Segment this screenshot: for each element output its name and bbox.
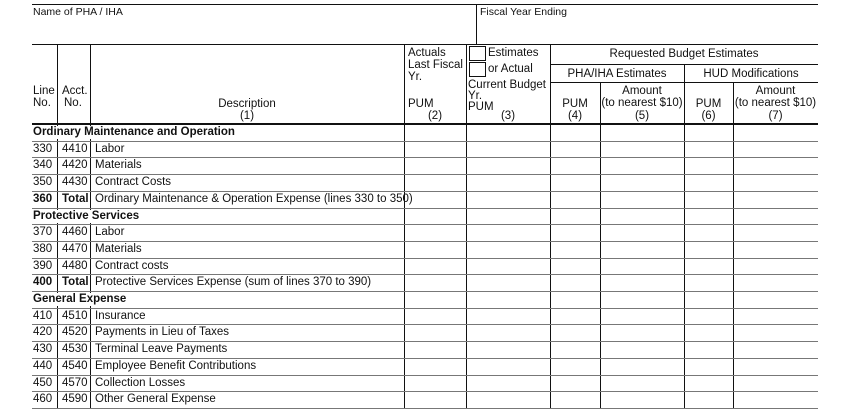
row-rule bbox=[32, 291, 818, 292]
hud-amount-input[interactable] bbox=[734, 142, 817, 157]
account-number: 4510 bbox=[62, 309, 88, 322]
pha-amount-input[interactable] bbox=[601, 392, 683, 407]
hud-amount-input[interactable] bbox=[734, 392, 817, 407]
current-budget-header-1: Current Budget bbox=[468, 79, 546, 91]
hud-amount-input[interactable] bbox=[734, 225, 817, 240]
actuals-col-num: (2) bbox=[427, 110, 443, 122]
acct-header-1: Acct. bbox=[62, 85, 88, 97]
hud-pum-input[interactable] bbox=[685, 225, 732, 240]
or-actual-label: or Actual bbox=[488, 63, 533, 75]
hud-pum-input[interactable] bbox=[685, 275, 732, 290]
line-number: 450 bbox=[33, 376, 53, 389]
pha-amount-input[interactable] bbox=[601, 242, 683, 257]
line-description: Labor bbox=[95, 142, 125, 155]
current-budget-input[interactable] bbox=[467, 376, 549, 391]
account-number: 4410 bbox=[62, 142, 88, 155]
hud-pum-header: PUM bbox=[695, 98, 722, 110]
line-number: 370 bbox=[33, 226, 53, 239]
current-budget-col-num: (3) bbox=[500, 110, 516, 122]
hud-amount-input[interactable] bbox=[734, 376, 817, 391]
pha-amount-input[interactable] bbox=[601, 325, 683, 340]
section-heading: Ordinary Maintenance and Operation bbox=[33, 126, 239, 139]
hud-amount-input[interactable] bbox=[734, 309, 817, 324]
current-budget-input[interactable] bbox=[467, 242, 549, 257]
line-number: 380 bbox=[33, 242, 53, 255]
hud-pum-input[interactable] bbox=[685, 242, 732, 257]
pha-amount-input[interactable] bbox=[601, 275, 683, 290]
pha-pum-input[interactable] bbox=[551, 359, 599, 374]
hud-amount-col-num: (7) bbox=[768, 110, 783, 122]
hud-pum-input[interactable] bbox=[685, 158, 732, 173]
line-description: Ordinary Maintenance & Operation Expense (lines 330 to 350) bbox=[95, 192, 413, 205]
actuals-input[interactable] bbox=[405, 275, 465, 290]
line-number: 400 bbox=[33, 276, 53, 289]
line-description: Protective Services Expense (sum of lines 370 to 390) bbox=[95, 276, 372, 289]
line-description: Collection Losses bbox=[95, 376, 186, 389]
pha-name-label: Name of PHA / IHA bbox=[33, 6, 123, 18]
pha-pum-input[interactable] bbox=[551, 325, 599, 340]
current-budget-header-2: Yr. bbox=[468, 90, 483, 102]
hud-amount-input[interactable] bbox=[734, 325, 817, 340]
hud-amount-input[interactable] bbox=[734, 192, 817, 207]
header-bottom-rule bbox=[32, 123, 818, 125]
account-number: 4570 bbox=[62, 376, 88, 389]
account-number: Total bbox=[62, 192, 89, 205]
line-description: Contract costs bbox=[95, 259, 169, 272]
current-budget-input[interactable] bbox=[467, 275, 549, 290]
pha-pum-input[interactable] bbox=[551, 225, 599, 240]
pha-pum-input[interactable] bbox=[551, 192, 599, 207]
pha-pum-input[interactable] bbox=[551, 376, 599, 391]
estimates-checkbox[interactable] bbox=[469, 46, 486, 61]
hud-pum-input[interactable] bbox=[685, 359, 732, 374]
current-budget-input[interactable] bbox=[467, 259, 549, 274]
hud-amount-header-1: Amount bbox=[755, 85, 796, 97]
hud-pum-input[interactable] bbox=[685, 376, 732, 391]
hud-pum-col-num: (6) bbox=[701, 110, 716, 122]
line-header-1: Line bbox=[33, 85, 55, 97]
pha-estimates-header: PHA/IHA Estimates bbox=[567, 68, 667, 80]
line-number: 410 bbox=[33, 309, 53, 322]
header-divider bbox=[476, 4, 477, 44]
hud-pum-input[interactable] bbox=[685, 142, 732, 157]
hud-pum-input[interactable] bbox=[685, 175, 732, 190]
requested-budget-header: Requested Budget Estimates bbox=[609, 48, 759, 60]
hud-modifications-header: HUD Modifications bbox=[703, 68, 799, 80]
line-number: 440 bbox=[33, 359, 53, 372]
hud-pum-input[interactable] bbox=[685, 259, 732, 274]
pha-amount-input[interactable] bbox=[601, 175, 683, 190]
pha-pum-input[interactable] bbox=[551, 142, 599, 157]
pha-pum-input[interactable] bbox=[551, 175, 599, 190]
pha-pum-col-num: (4) bbox=[567, 110, 583, 122]
account-number: 4420 bbox=[62, 159, 88, 172]
pha-pum-input[interactable] bbox=[551, 342, 599, 357]
name-field-rule bbox=[32, 44, 818, 45]
or-actual-checkbox[interactable] bbox=[469, 62, 486, 77]
pha-amount-input[interactable] bbox=[601, 376, 683, 391]
requested-rule bbox=[550, 64, 818, 65]
line-number: 330 bbox=[33, 142, 53, 155]
current-budget-pum: PUM bbox=[468, 101, 494, 113]
actuals-input[interactable] bbox=[405, 259, 465, 274]
hud-amount-input[interactable] bbox=[734, 158, 817, 173]
account-number: 4430 bbox=[62, 176, 88, 189]
current-budget-input[interactable] bbox=[467, 175, 549, 190]
line-description: Insurance bbox=[95, 309, 146, 322]
pha-amount-col-num: (5) bbox=[634, 110, 650, 122]
fiscal-year-field[interactable] bbox=[478, 20, 816, 42]
actuals-header-2: Last Fiscal bbox=[408, 59, 463, 71]
pha-amount-input[interactable] bbox=[601, 142, 683, 157]
actuals-input[interactable] bbox=[405, 309, 465, 324]
actuals-input[interactable] bbox=[405, 225, 465, 240]
hud-pum-input[interactable] bbox=[685, 342, 732, 357]
hud-pum-input[interactable] bbox=[685, 325, 732, 340]
actuals-pum: PUM bbox=[408, 98, 434, 110]
actuals-header-3: Yr. bbox=[408, 71, 423, 83]
hud-amount-input[interactable] bbox=[734, 175, 817, 190]
pha-pum-input[interactable] bbox=[551, 309, 599, 324]
row-rule bbox=[32, 208, 818, 209]
line-number: 340 bbox=[33, 159, 53, 172]
hud-amount-input[interactable] bbox=[734, 359, 817, 374]
account-number: 4520 bbox=[62, 326, 88, 339]
line-number: 360 bbox=[33, 192, 53, 205]
line-description: Labor bbox=[95, 226, 125, 239]
hud-amount-input[interactable] bbox=[734, 342, 817, 357]
hud-pum-input[interactable] bbox=[685, 392, 732, 407]
current-budget-input[interactable] bbox=[467, 192, 549, 207]
actuals-input[interactable] bbox=[405, 192, 465, 207]
account-number: 4540 bbox=[62, 359, 88, 372]
pha-pum-input[interactable] bbox=[551, 392, 599, 407]
pha-hud-rule bbox=[550, 82, 818, 83]
pha-pum-input[interactable] bbox=[551, 242, 599, 257]
pha-pum-input[interactable] bbox=[551, 259, 599, 274]
line-description: Payments in Lieu of Taxes bbox=[95, 326, 230, 339]
line-header-2: No. bbox=[33, 97, 51, 109]
estimates-label: Estimates bbox=[488, 47, 539, 59]
actuals-input[interactable] bbox=[405, 376, 465, 391]
current-budget-input[interactable] bbox=[467, 225, 549, 240]
actuals-input[interactable] bbox=[405, 359, 465, 374]
line-description: Materials bbox=[95, 242, 142, 255]
pha-pum-header: PUM bbox=[562, 98, 588, 110]
account-number: 4530 bbox=[62, 343, 88, 356]
current-budget-input[interactable] bbox=[467, 325, 549, 340]
line-description: Other General Expense bbox=[95, 393, 216, 406]
line-description: Employee Benefit Contributions bbox=[95, 359, 257, 372]
account-number: Total bbox=[62, 276, 89, 289]
line-number: 420 bbox=[33, 326, 53, 339]
pha-amount-input[interactable] bbox=[601, 158, 683, 173]
line-description: Terminal Leave Payments bbox=[95, 343, 228, 356]
current-budget-input[interactable] bbox=[467, 392, 549, 407]
col-sep-line bbox=[57, 44, 58, 408]
actuals-input[interactable] bbox=[405, 242, 465, 257]
pha-amount-input[interactable] bbox=[601, 192, 683, 207]
current-budget-input[interactable] bbox=[467, 142, 549, 157]
actuals-input[interactable] bbox=[405, 175, 465, 190]
actuals-input[interactable] bbox=[405, 158, 465, 173]
account-number: 4480 bbox=[62, 259, 88, 272]
hud-pum-input[interactable] bbox=[685, 309, 732, 324]
hud-amount-header-2: (to nearest $10) bbox=[734, 97, 817, 109]
line-description: Contract Costs bbox=[95, 176, 172, 189]
current-budget-input[interactable] bbox=[467, 158, 549, 173]
pha-amount-input[interactable] bbox=[601, 259, 683, 274]
line-number: 430 bbox=[33, 343, 53, 356]
line-number: 350 bbox=[33, 176, 53, 189]
section-heading: Protective Services bbox=[33, 210, 143, 223]
description-col-num: (1) bbox=[239, 110, 255, 122]
pha-amount-header-1: Amount bbox=[622, 85, 662, 97]
line-number: 390 bbox=[33, 259, 53, 272]
pha-pum-input[interactable] bbox=[551, 275, 599, 290]
acct-header-2: No. bbox=[64, 97, 82, 109]
hud-amount-input[interactable] bbox=[734, 242, 817, 257]
current-budget-input[interactable] bbox=[467, 309, 549, 324]
account-number: 4460 bbox=[62, 226, 88, 239]
pha-pum-input[interactable] bbox=[551, 158, 599, 173]
actuals-header-1: Actuals bbox=[408, 47, 446, 59]
current-budget-input[interactable] bbox=[467, 342, 549, 357]
current-budget-input[interactable] bbox=[467, 359, 549, 374]
pha-amount-input[interactable] bbox=[601, 225, 683, 240]
pha-amount-input[interactable] bbox=[601, 309, 683, 324]
line-number: 460 bbox=[33, 393, 53, 406]
account-number: 4590 bbox=[62, 393, 88, 406]
pha-name-field[interactable] bbox=[33, 20, 473, 42]
pha-amount-header-2: (to nearest $10) bbox=[601, 97, 683, 109]
actuals-input[interactable] bbox=[405, 342, 465, 357]
hud-pum-input[interactable] bbox=[685, 192, 732, 207]
description-header: Description bbox=[218, 98, 276, 110]
top-rule bbox=[32, 4, 818, 5]
pha-amount-input[interactable] bbox=[601, 342, 683, 357]
hud-amount-input[interactable] bbox=[734, 275, 817, 290]
section-heading: General Expense bbox=[33, 293, 130, 306]
pha-amount-input[interactable] bbox=[601, 359, 683, 374]
actuals-input[interactable] bbox=[405, 142, 465, 157]
hud-amount-input[interactable] bbox=[734, 259, 817, 274]
actuals-input[interactable] bbox=[405, 325, 465, 340]
actuals-input[interactable] bbox=[405, 392, 465, 407]
fiscal-year-label: Fiscal Year Ending bbox=[480, 6, 567, 18]
account-number: 4470 bbox=[62, 242, 88, 255]
line-description: Materials bbox=[95, 159, 142, 172]
